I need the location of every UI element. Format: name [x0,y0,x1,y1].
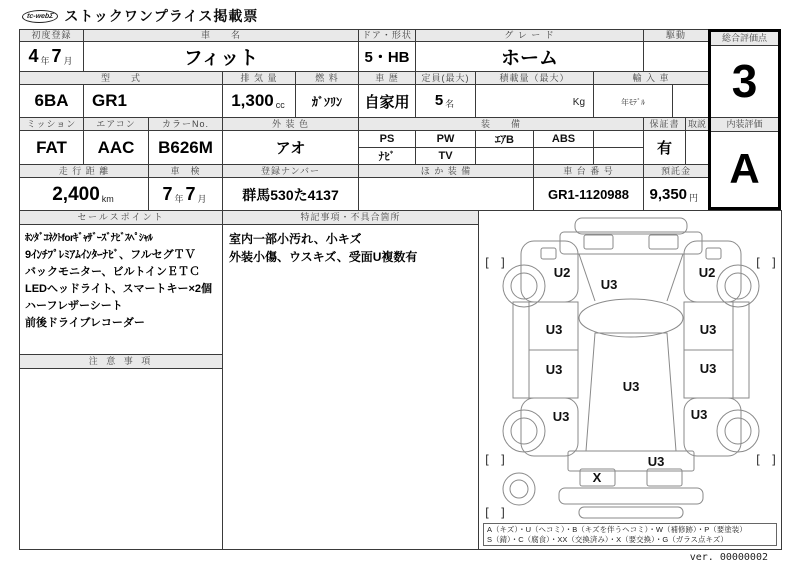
equip-extra-1 [594,131,644,148]
vehicle-spec-table [19,29,709,212]
reg-number-label: 登録ナンバー [223,165,359,178]
grade-value: ホーム [416,42,644,72]
sales-point-line: ハーフレザーシート [25,300,123,312]
equip-extra-3 [534,148,594,165]
crop-bracket-open: [ [483,506,491,520]
damage-mark-front-right-fender: U2 [698,265,716,280]
door-shape-label: ドア・形状 [359,30,416,42]
windshield-glass [579,299,683,337]
equip-tv: TV [416,148,476,165]
remarks-section [222,210,479,550]
color-no-value: B626M [149,131,223,165]
car-damage-diagram [479,211,781,549]
body-color-value: アオ [223,131,359,165]
door-shape-value: 5・HB [359,42,416,72]
front-right-wheel-hub [725,273,751,299]
damage-diagram-section [478,210,782,550]
front-left-wheel-hub [511,273,537,299]
model-prefix-value: 6BA [20,85,84,118]
damage-mark-roof: U3 [622,379,640,394]
import-year-model-cell [594,85,673,118]
fuel-label: 燃 料 [296,72,359,85]
history-label: 車 歴 [359,72,416,85]
mileage-number: 2,400 [52,183,100,205]
crop-bracket-open: [ [754,453,762,467]
color-no-label: カラーNo. [149,118,223,131]
displacement-number: 1,300 [231,91,274,110]
damage-mark-rear-right-door: U3 [699,361,717,376]
right-headlight [649,235,678,249]
interior-score-value: A [729,145,760,193]
first-reg-month-unit: 月 [63,56,73,66]
manual-label: 取説 [686,118,709,131]
equip-extra-4 [594,148,644,165]
model-code-value: GR1 [84,85,223,118]
warranty-label: 保証書 [644,118,686,131]
equip-pw: PW [416,131,476,148]
displacement-value [223,85,296,118]
history-value: 自家用 [359,85,416,118]
car-top-view-drawing [479,211,781,549]
body-color-label: 外 装 色 [223,118,359,131]
damage-mark-rear-left-door: U3 [545,362,563,377]
inspection-year-unit: 年 [174,194,184,204]
left-sill [513,302,529,398]
spare-wheel-hub [510,480,528,498]
deposit-unit: 円 [689,192,699,203]
deposit-value [644,178,709,212]
first-reg-label: 初度登録 [20,30,84,42]
other-equipment-value [359,178,534,212]
version-text: ver. 00000002 [689,552,768,563]
other-equipment-label: ほ か 装 備 [359,165,534,178]
damage-mark-rear-left-fender: U3 [552,409,570,424]
sales-point-line: ﾎﾝﾀﾞｺﾈｸﾄforｷﾞｬｻﾞｰｽﾞﾅﾋﾞｽﾍﾟｼｬﾙ [25,233,153,244]
damage-mark-rear-right-fender: U3 [690,407,708,422]
sales-points-header: セールスポイント [20,211,222,225]
remarks-line: 室内一部小汚れ、小キズ [229,232,362,246]
inspection-month-unit: 月 [197,194,207,204]
mileage-unit: km [101,193,114,204]
crop-bracket-close: ] [499,453,507,467]
import-value [673,85,709,118]
equip-navi: ﾅﾋﾞ [359,148,416,165]
rear-bumper [559,488,703,504]
equip-abs: ABS [534,131,594,148]
crop-bracket-open: [ [483,256,491,270]
damage-mark-rear-gate: U3 [647,454,665,469]
front-cowl [560,232,702,254]
left-a-pillar [579,254,595,301]
mission-label: ミッション [20,118,84,131]
aircon-value: AAC [84,131,149,165]
sales-point-line: バックモニター、ビルトインＥＴＣ [25,266,201,278]
front-right-wheel [717,265,759,307]
rear-gate-panel [568,451,694,471]
manual-value [686,131,709,165]
capacity-value [416,85,476,118]
damage-legend-line: S（錆）・C（腐食）・XX（交換済み）・X（要交換）・G（ガラス点キズ） [487,534,728,544]
rear-left-wheel-hub [511,418,537,444]
chassis-no-label: 車 台 番 号 [534,165,644,178]
overall-score-value: 3 [711,46,778,118]
rear-left-wheel [503,410,545,452]
right-sill [733,302,749,398]
inspection-year: 7 [162,184,173,204]
sales-point-line: 前後ドライブレコーダー [25,317,145,329]
equip-airbag: ｴｱB [476,131,534,148]
deposit-label: 預託金 [644,165,709,178]
crop-bracket-close: ] [770,453,778,467]
page-title: ストックワンプライス掲載票 [64,8,259,24]
left-mirror [541,248,556,259]
damage-legend-line: A（キズ）・U（ヘコミ）・B（キズを伴うヘコミ）・W（補修跡）・P（要塗装） [487,525,747,534]
front-left-wheel [503,265,545,307]
damage-mark-front-left-door: U3 [545,322,563,337]
drive-label: 駆動 [644,30,709,42]
left-headlight [584,235,613,249]
displacement-label: 排 気 量 [223,72,296,85]
damage-mark-front-right-door: U3 [699,322,717,337]
car-name-label: 車 名 [84,30,359,42]
sheet-titlebar [22,6,258,26]
crop-bracket-open: [ [483,453,491,467]
payload-label: 積載量（最大） [476,72,594,85]
interior-score-label: 内装評価 [711,118,778,132]
cautions-header: 注 意 事 項 [20,354,222,369]
remarks-line: 外装小傷、ウスキズ、受面U複数有 [229,250,418,264]
rear-right-wheel-hub [725,418,751,444]
rear-right-wheel [717,410,759,452]
chassis-no-value: GR1-1120988 [534,178,644,212]
capacity-unit: 名 [445,99,455,109]
overall-score-label: 総合評価点 [711,32,778,46]
score-box [708,29,781,210]
tcweb-logo-icon: tc-webΣ [21,10,59,23]
sales-point-line: 9ｲﾝﾁﾌﾟﾚﾐｱﾑｲﾝﾀｰﾅﾋﾞ、フルセグＴＶ [25,249,196,261]
remarks-header: 特記事項・不具合箇所 [223,211,478,225]
inspection-month: 7 [185,184,196,204]
rear-lower-trim [579,507,683,518]
remarks-text [223,225,478,266]
rear-left-fender-panel [521,398,578,456]
mission-value: FAT [20,131,84,165]
crop-bracket-close: ] [499,256,507,270]
import-label: 輸 入 車 [594,72,709,85]
right-mirror [706,248,721,259]
fuel-value: ｶﾞｿﾘﾝ [296,85,359,118]
model-code-label: 型 式 [20,72,223,85]
payload-unit: Kg [572,97,586,108]
sales-points-section [19,210,223,550]
crop-bracket-close: ] [499,506,507,520]
aircon-label: エアコン [84,118,149,131]
spare-wheel [503,473,535,505]
sales-point-line: LEDヘッドライト、スマートキー×2個 [25,283,213,295]
equipment-label: 装 備 [359,118,644,131]
equip-ps: PS [359,131,416,148]
capacity-label: 定員(最大) [416,72,476,85]
equip-extra-2 [476,148,534,165]
damage-mark-left-tail-lamp: X [592,470,602,485]
first-reg-year-unit: 年 [40,56,50,66]
payload-value [476,85,594,118]
capacity-number: 5 [434,92,444,109]
drive-value [644,42,709,72]
inspection-value [149,178,223,212]
mileage-value [20,178,149,212]
grade-label: グ レ ー ド [416,30,644,42]
crop-bracket-open: [ [754,256,762,270]
damage-legend [483,523,777,546]
reg-number-value: 群馬530た4137 [223,178,359,212]
deposit-number: 9,350 [649,185,688,203]
damage-mark-front-left-fender: U2 [553,265,571,280]
warranty-value: 有 [644,131,686,165]
car-name-value: フィット [84,42,359,72]
first-reg-value [20,42,84,72]
import-year-model-label: 年ﾓﾃﾞﾙ [621,98,646,107]
first-reg-month: 7 [51,46,62,66]
mileage-label: 走 行 距 離 [20,165,149,178]
first-reg-year: 4 [28,46,39,66]
displacement-unit: cc [275,100,285,110]
right-a-pillar [667,254,683,301]
inspection-label: 車 検 [149,165,223,178]
damage-mark-hood: U3 [600,277,618,292]
sales-points-text [20,225,222,332]
crop-bracket-close: ] [770,256,778,270]
right-tail-lamp [647,469,682,486]
